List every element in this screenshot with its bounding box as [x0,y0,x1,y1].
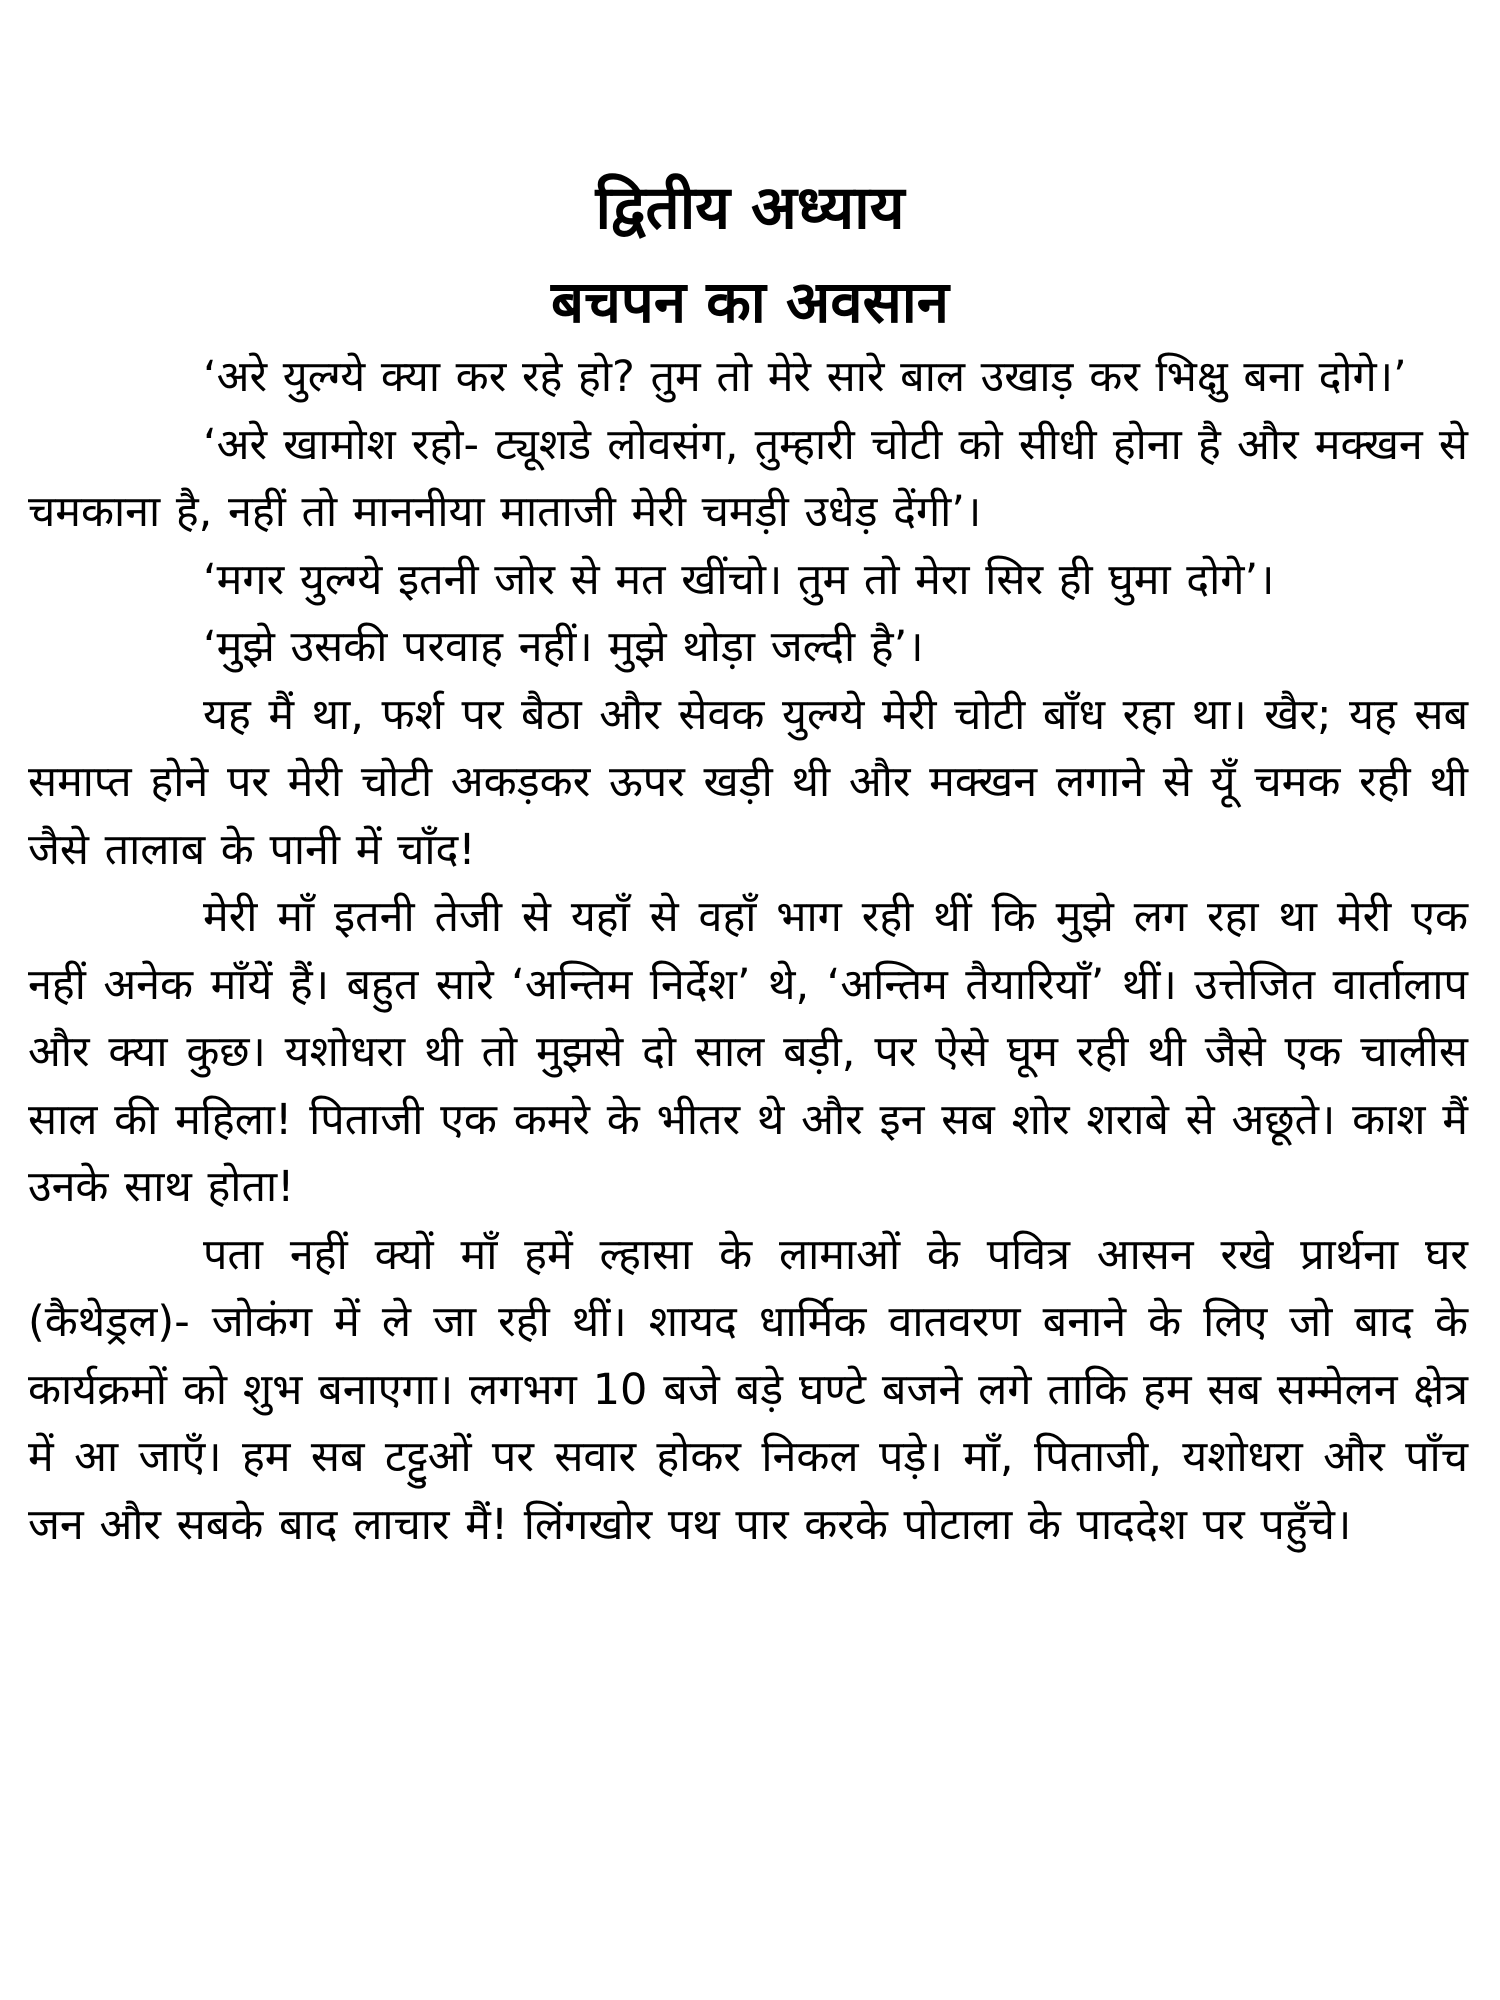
chapter-title: द्वितीय अध्याय [595,173,905,243]
paragraph-5: यह मैं था, फर्श पर बैठा और सेवक युल्ग्ये मेरी चोटी बाँध रहा था। खैर; यह सब समाप्त होने पर मेरी चोटी अकड़कर ऊपर खड़ी थी और मक्खन लगाने से यूँ चमक रही थी जैसे तालाब के पानी में चाँद! [28,689,1468,875]
paragraph-4: ‘मुझे उसकी परवाह नहीं। मुझे थोड़ा जल्दी है’। [203,622,924,672]
paragraph-1: ‘अरे युल्ग्ये क्या कर रहे हो? तुम तो मेरे सारे बाल उखाड़ कर भिक्षु बना दोगे।’ [203,352,1407,402]
body-text [28,344,1468,1559]
section-title: बचपन का अवसान [550,268,949,336]
paragraph-2: ‘अरे खामोश रहो- ट्यूशडे लोवसंग, तुम्हारी चोटी को सीधी होना है और मक्खन से चमकाना है, नहीं तो माननीया माताजी मेरी चमड़ी उधेड़ देंगी’। [28,419,1468,537]
paragraph-6: मेरी माँ इतनी तेजी से यहाँ से वहाँ भाग रही थीं कि मुझे लग रहा था मेरी एक नहीं अनेक माँयें हैं। बहुत सारे ‘अन्तिम निर्देश’ थे, ‘अन्तिम तैयारियाँ’ थीं। उत्तेजित वार्तालाप और क्या कुछ। यशोधरा थी तो मुझसे दो साल बड़ी, पर ऐसे घूम रही थी जैसे एक चालीस साल की महिला! पिताजी एक कमरे के भीतर थे और इन सब शोर शराबे से अछूते। काश मैं उनके साथ होता! [28,892,1468,1212]
paragraph-3: ‘मगर युल्ग्ये इतनी जोर से मत खींचो। तुम तो मेरा सिर ही घुमा दोगे’। [203,554,1275,605]
paragraph-7: पता नहीं क्यों माँ हमें ल्हासा के लामाओं के पवित्र आसन रखे प्रार्थना घर (कैथेड्रल)- जोकंग में ले जा रही थीं। शायद धार्मिक वातवरण बनाने के लिए जो बाद के कार्यक्रमों को शुभ बनाएगा। लगभग 10 बजे बड़े घण्टे बजने लगे ताकि हम सब सम्मेलन क्षेत्र में आ जाएँ। हम सब टट्टुओं पर सवार होकर निकल पड़े। माँ, पिताजी, यशोधरा और पाँच जन और सबके बाद लाचार मैं! लिंगखोर पथ पार करके पोटाला के पाददेश पर पहुँचे। [28,1229,1468,1550]
